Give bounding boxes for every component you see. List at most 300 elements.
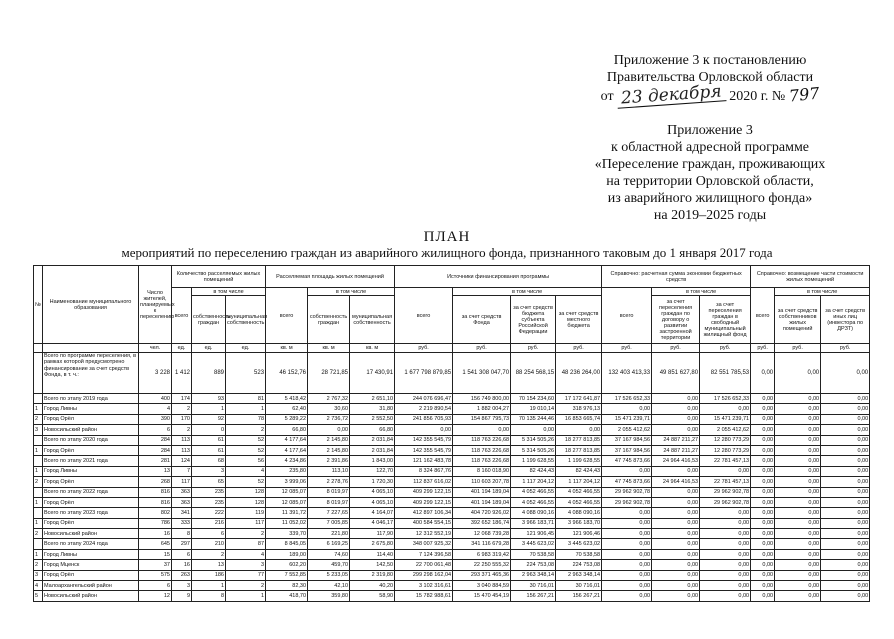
value-cell: 0,00 — [775, 466, 821, 476]
value-cell: 128 — [226, 497, 266, 507]
value-cell: 0,00 — [602, 539, 652, 549]
value-cell: 0,00 — [775, 539, 821, 549]
table-total-row — [34, 508, 870, 518]
value-cell: 189,00 — [266, 549, 308, 559]
col-header-local: за счет средств местного бюджета — [556, 296, 602, 344]
municipality-name: Всего по этапу 2021 года — [43, 456, 139, 466]
value-cell: 221,80 — [308, 529, 350, 539]
value-cell: 122,70 — [350, 466, 395, 476]
municipality-name: Город Орёл — [43, 497, 139, 507]
value-cell: 0,00 — [775, 560, 821, 570]
value-cell: 0,00 — [821, 539, 870, 549]
table-row — [34, 591, 870, 601]
value-cell: 121 906,45 — [511, 529, 556, 539]
value-cell: 49 851 627,80 — [652, 353, 700, 394]
value-cell: 0,00 — [652, 591, 700, 601]
value-cell: 0,00 — [775, 435, 821, 445]
value-cell: 6 — [172, 549, 192, 559]
municipality-name: Город Мценск — [43, 560, 139, 570]
value-cell: 0,00 — [751, 394, 775, 404]
value-cell: 281 — [139, 456, 172, 466]
unit-cell: руб. — [652, 344, 700, 353]
value-cell: 8 — [192, 591, 226, 601]
col-group-rooms: Количество расселяемых жилых помещений — [172, 266, 266, 288]
value-cell: 128 — [226, 487, 266, 497]
value-cell: 31,80 — [350, 404, 395, 414]
value-cell: 15 — [139, 549, 172, 559]
value-cell: 0,00 — [700, 518, 751, 528]
row-number: 1 — [34, 549, 43, 559]
value-cell: 0,00 — [700, 549, 751, 559]
value-cell: 124 — [172, 456, 192, 466]
value-cell: 22 250 555,32 — [453, 560, 511, 570]
unit-cell: руб. — [453, 344, 511, 353]
value-cell: 2 963 348,14 — [556, 570, 602, 580]
value-cell: 2 219 890,54 — [395, 404, 453, 414]
value-cell: 1 541 308 047,70 — [453, 353, 511, 394]
value-cell: 2 055 412,62 — [602, 425, 652, 435]
unit-cell: руб. — [751, 344, 775, 353]
value-cell: 0,00 — [775, 414, 821, 424]
value-cell: 0,00 — [775, 404, 821, 414]
value-cell: 348 007 925,32 — [395, 539, 453, 549]
value-cell: 52 — [226, 477, 266, 487]
value-cell: 9 — [172, 591, 192, 601]
value-cell: 154 867 795,73 — [453, 414, 511, 424]
value-cell: 8 019,97 — [308, 497, 350, 507]
row-number: 2 — [34, 477, 43, 487]
value-cell: 112 837 616,02 — [395, 477, 453, 487]
value-cell: 12 312 552,19 — [395, 529, 453, 539]
value-cell: 2 278,76 — [308, 477, 350, 487]
value-cell: 29 962 902,78 — [700, 487, 751, 497]
value-cell: 93 — [192, 394, 226, 404]
table-body — [34, 344, 870, 602]
value-cell: 7 005,85 — [308, 518, 350, 528]
value-cell: 0,00 — [751, 529, 775, 539]
value-cell: 119 — [226, 508, 266, 518]
row-number — [34, 508, 43, 518]
value-cell: 142 355 545,79 — [395, 435, 453, 445]
value-cell: 58,90 — [350, 591, 395, 601]
value-cell: 37 167 984,56 — [602, 445, 652, 455]
appendix-line-1: Приложение 3 — [667, 123, 753, 138]
value-cell: 0,00 — [700, 581, 751, 591]
value-cell: 12 085,07 — [266, 497, 308, 507]
value-cell: 0,00 — [821, 581, 870, 591]
value-cell: 8 160 018,90 — [453, 466, 511, 476]
value-cell: 1 — [226, 404, 266, 414]
value-cell: 113 — [172, 445, 192, 455]
table-total-row — [34, 456, 870, 466]
value-cell: 284 — [139, 435, 172, 445]
appendix-line-3: «Переселение граждан, проживающих — [594, 157, 826, 172]
table-row — [34, 477, 870, 487]
value-cell: 216 — [192, 518, 226, 528]
table-row — [34, 466, 870, 476]
value-cell: 6 — [139, 425, 172, 435]
value-cell: 16 853 665,74 — [556, 414, 602, 424]
value-cell: 1 843,00 — [350, 456, 395, 466]
value-cell: 816 — [139, 497, 172, 507]
value-cell: 82 551 785,53 — [700, 353, 751, 394]
value-cell: 1 882 004,27 — [453, 404, 511, 414]
value-cell: 0,00 — [751, 477, 775, 487]
value-cell: 224 753,08 — [556, 560, 602, 570]
value-cell: 121 906,46 — [556, 529, 602, 539]
value-cell: 0,00 — [775, 549, 821, 559]
col-header-owned-citizens: собственность граждан — [192, 296, 226, 344]
value-cell: 17 430,91 — [350, 353, 395, 394]
value-cell: 8 324 867,76 — [395, 466, 453, 476]
value-cell: 70 538,58 — [556, 549, 602, 559]
row-number — [34, 539, 43, 549]
value-cell: 29 962 902,78 — [602, 487, 652, 497]
value-cell: 0,00 — [602, 549, 652, 559]
value-cell: 42,10 — [308, 581, 350, 591]
value-cell: 4 065,10 — [350, 487, 395, 497]
value-cell: 341 — [172, 508, 192, 518]
value-cell: 0,00 — [308, 425, 350, 435]
value-cell: 37 — [139, 560, 172, 570]
value-cell: 8 — [172, 529, 192, 539]
value-cell: 15 471 239,71 — [602, 414, 652, 424]
value-cell: 4 — [226, 466, 266, 476]
value-cell: 142 355 545,79 — [395, 445, 453, 455]
value-cell: 7 227,65 — [308, 508, 350, 518]
col-header-savings-total: всего — [602, 288, 652, 344]
municipality-name: Новосильский район — [43, 529, 139, 539]
value-cell: 0,00 — [821, 466, 870, 476]
value-cell: 0,00 — [751, 539, 775, 549]
value-cell: 0,00 — [700, 404, 751, 414]
value-cell: 12 085,07 — [266, 487, 308, 497]
table-row — [34, 529, 870, 539]
value-cell: 15 471 239,71 — [700, 414, 751, 424]
value-cell: 30 716,01 — [556, 581, 602, 591]
value-cell: 3 966 183,71 — [511, 518, 556, 528]
value-cell: 0,00 — [775, 581, 821, 591]
value-cell: 0,00 — [652, 497, 700, 507]
value-cell: 121 162 483,78 — [395, 456, 453, 466]
appendix-header — [560, 122, 860, 224]
value-cell: 0,00 — [821, 508, 870, 518]
row-number: 3 — [34, 425, 43, 435]
value-cell: 0,00 — [511, 425, 556, 435]
value-cell: 2 055 412,62 — [700, 425, 751, 435]
col-header-ref-owners: за счет средств собственников жилых помещений — [775, 296, 821, 344]
value-cell: 333 — [172, 518, 192, 528]
municipality-name: Город Орёл — [43, 445, 139, 455]
value-cell: 4 052 466,55 — [511, 487, 556, 497]
value-cell: 0,00 — [700, 591, 751, 601]
value-cell: 5 314 505,26 — [511, 435, 556, 445]
value-cell: 0,00 — [602, 508, 652, 518]
col-header-owned-municipal: муниципальная собственность — [226, 296, 266, 344]
value-cell: 0,00 — [751, 508, 775, 518]
value-cell: 0,00 — [821, 435, 870, 445]
value-cell: 0,00 — [700, 508, 751, 518]
value-cell: 0,00 — [821, 560, 870, 570]
value-cell: 3 228 — [139, 353, 172, 394]
value-cell: 0,00 — [751, 435, 775, 445]
table-total-row — [34, 394, 870, 404]
unit-cell: руб. — [511, 344, 556, 353]
value-cell: 170 — [172, 414, 192, 424]
value-cell: 0,00 — [700, 560, 751, 570]
municipality-name: Город Ливны — [43, 466, 139, 476]
municipality-name: Новосильский район — [43, 591, 139, 601]
col-incl-finance: в том числе — [453, 288, 602, 296]
value-cell: 47 745 873,66 — [602, 456, 652, 466]
value-cell: 0,00 — [602, 518, 652, 528]
value-cell: 0,00 — [395, 425, 453, 435]
value-cell: 70 135 244,46 — [511, 414, 556, 424]
value-cell: 0,00 — [751, 353, 775, 394]
unit-cell: руб. — [602, 344, 652, 353]
value-cell: 459,70 — [308, 560, 350, 570]
value-cell: 12 068 739,28 — [453, 529, 511, 539]
appendix-line-4: на территории Орловской области, — [606, 174, 814, 189]
value-cell: 15 470 454,19 — [453, 591, 511, 601]
value-cell: 0,00 — [751, 456, 775, 466]
unit-cell: кв. м — [308, 344, 350, 353]
col-group-finance: Источники финансирования программы — [395, 266, 602, 288]
value-cell: 48 236 264,00 — [556, 353, 602, 394]
value-cell: 117 — [226, 518, 266, 528]
value-cell: 0,00 — [652, 529, 700, 539]
municipality-name: Город Орёл — [43, 477, 139, 487]
value-cell: 114,40 — [350, 549, 395, 559]
value-cell: 409 299 122,15 — [395, 497, 453, 507]
value-cell: 0,00 — [556, 425, 602, 435]
value-cell: 409 299 122,15 — [395, 487, 453, 497]
table-row — [34, 404, 870, 414]
value-cell: 4 046,17 — [350, 518, 395, 528]
value-cell: 0,00 — [652, 404, 700, 414]
value-cell: 0,00 — [775, 508, 821, 518]
value-cell: 0,00 — [821, 445, 870, 455]
value-cell: 2 145,80 — [308, 445, 350, 455]
col-header-area-total: всего — [266, 288, 308, 344]
value-cell: 1 412 — [172, 353, 192, 394]
value-cell: 28 721,85 — [308, 353, 350, 394]
col-header-regional: за счет средств бюджета субъекта Российской Федерации — [511, 296, 556, 344]
value-cell: 5 289,22 — [266, 414, 308, 424]
value-cell: 3 — [192, 466, 226, 476]
value-cell: 2 — [226, 581, 266, 591]
value-cell: 0,00 — [602, 570, 652, 580]
value-cell: 65 — [192, 477, 226, 487]
value-cell: 6 983 319,42 — [453, 549, 511, 559]
value-cell: 0,00 — [700, 539, 751, 549]
value-cell: 0,00 — [751, 414, 775, 424]
value-cell: 2 552,50 — [350, 414, 395, 424]
value-cell: 0,00 — [775, 445, 821, 455]
col-incl-rooms: в том числе — [192, 288, 266, 296]
value-cell: 88 254 568,15 — [511, 353, 556, 394]
row-number — [34, 353, 43, 394]
col-incl-savings: в том числе — [652, 288, 751, 296]
municipality-name: Город Ливны — [43, 549, 139, 559]
value-cell: 3 102 316,61 — [395, 581, 453, 591]
table-row — [34, 518, 870, 528]
value-cell: 268 — [139, 477, 172, 487]
municipality-name: Малоархангельский район — [43, 581, 139, 591]
col-header-savings-free: за счет переселения граждан в свободный муниципальный жилищный фонд — [700, 296, 751, 344]
value-cell: 523 — [226, 353, 266, 394]
unit-cell: ед. — [192, 344, 226, 353]
value-cell: 3 966 183,70 — [556, 518, 602, 528]
value-cell: 0,00 — [775, 456, 821, 466]
value-cell: 244 076 696,47 — [395, 394, 453, 404]
value-cell: 0,00 — [775, 497, 821, 507]
value-cell: 61 — [192, 435, 226, 445]
value-cell: 0,00 — [821, 456, 870, 466]
value-cell: 889 — [192, 353, 226, 394]
value-cell: 2 651,10 — [350, 394, 395, 404]
value-cell: 0,00 — [652, 414, 700, 424]
value-cell: 47 745 873,66 — [602, 477, 652, 487]
value-cell: 284 — [139, 445, 172, 455]
value-cell: 4 164,07 — [350, 508, 395, 518]
value-cell: 22 781 457,13 — [700, 456, 751, 466]
value-cell: 0,00 — [751, 570, 775, 580]
value-cell: 0,00 — [751, 518, 775, 528]
value-cell: 5 418,42 — [266, 394, 308, 404]
value-cell: 0,00 — [751, 549, 775, 559]
unit-cell: кв. м — [266, 344, 308, 353]
value-cell: 82 424,43 — [556, 466, 602, 476]
col-header-area-citizens: собственность граждан — [308, 296, 350, 344]
table-row — [34, 425, 870, 435]
value-cell: 174 — [172, 394, 192, 404]
col-header-area-municipal: муниципальная собственность — [350, 296, 395, 344]
value-cell: 0,00 — [775, 353, 821, 394]
unit-cell: ед. — [172, 344, 192, 353]
handwritten-number: 797 — [787, 83, 821, 106]
value-cell: 0,00 — [751, 404, 775, 414]
value-cell: 0 — [192, 425, 226, 435]
value-cell: 0,00 — [652, 466, 700, 476]
value-cell: 359,80 — [308, 591, 350, 601]
value-cell: 11 391,72 — [266, 508, 308, 518]
value-cell: 46 152,76 — [266, 353, 308, 394]
value-cell: 81 — [226, 394, 266, 404]
resettlement-plan-table — [33, 265, 870, 602]
value-cell: 118 763 226,68 — [453, 456, 511, 466]
col-group-area: Расселяемая площадь жилых помещений — [266, 266, 395, 288]
value-cell: 341 116 679,28 — [453, 539, 511, 549]
municipality-name: Город Орёл — [43, 414, 139, 424]
value-cell: 22 781 457,13 — [700, 477, 751, 487]
value-cell: 0,00 — [821, 518, 870, 528]
table-row — [34, 549, 870, 559]
value-cell: 56 — [226, 456, 266, 466]
units-row — [34, 344, 870, 353]
col-header-rooms-total: всего — [172, 288, 192, 344]
value-cell: 37 167 984,56 — [602, 435, 652, 445]
value-cell: 224 753,08 — [511, 560, 556, 570]
value-cell: 4 177,64 — [266, 435, 308, 445]
value-cell: 0,00 — [821, 570, 870, 580]
value-cell: 29 962 902,78 — [700, 497, 751, 507]
value-cell: 4 — [139, 404, 172, 414]
value-cell: 645 — [139, 539, 172, 549]
value-cell: 3 999,06 — [266, 477, 308, 487]
value-cell: 2 — [192, 549, 226, 559]
municipality-name: Всего по этапу 2022 года — [43, 487, 139, 497]
value-cell: 19 010,14 — [511, 404, 556, 414]
row-number: 1 — [34, 466, 43, 476]
value-cell: 0,00 — [652, 518, 700, 528]
value-cell: 210 — [192, 539, 226, 549]
row-number: 1 — [34, 497, 43, 507]
value-cell: 12 — [139, 591, 172, 601]
value-cell: 602,20 — [266, 560, 308, 570]
value-cell: 3 445 623,02 — [511, 539, 556, 549]
municipality-name: Город Орёл — [43, 518, 139, 528]
value-cell: 7 552,85 — [266, 570, 308, 580]
value-cell: 0,00 — [652, 549, 700, 559]
unit-cell: ед. — [226, 344, 266, 353]
value-cell: 0,00 — [821, 529, 870, 539]
value-cell: 8 019,97 — [308, 487, 350, 497]
value-cell: 1 — [226, 591, 266, 601]
value-cell: 235,80 — [266, 466, 308, 476]
row-number — [34, 394, 43, 404]
col-header-savings-contract: за счет переселения граждан по договору о развитии застроенной территории — [652, 296, 700, 344]
value-cell: 22 700 061,48 — [395, 560, 453, 570]
row-number: 1 — [34, 518, 43, 528]
value-cell: 0,00 — [775, 477, 821, 487]
value-cell: 92 — [192, 414, 226, 424]
value-cell: 5 314 505,26 — [511, 445, 556, 455]
value-cell: 113 — [172, 435, 192, 445]
value-cell: 0,00 — [821, 425, 870, 435]
value-cell: 0,00 — [652, 394, 700, 404]
municipality-name: Всего по этапу 2019 года — [43, 394, 139, 404]
row-number: 2 — [34, 529, 43, 539]
value-cell: 2 — [172, 425, 192, 435]
value-cell: 78 — [226, 414, 266, 424]
value-cell: 0,00 — [775, 518, 821, 528]
value-cell: 2 736,72 — [308, 414, 350, 424]
municipality-name: Город Ливны — [43, 404, 139, 414]
value-cell: 1 — [192, 404, 226, 414]
value-cell: 363 — [172, 487, 192, 497]
plan-subtitle: мероприятий по переселению граждан из аварийного жилищного фонда, признанного таковым до 1 января 2017 года — [121, 245, 773, 260]
col-header-fund: за счет средств Фонда — [453, 296, 511, 344]
value-cell: 6 — [139, 581, 172, 591]
value-cell: 16 — [172, 560, 192, 570]
value-cell: 77 — [226, 570, 266, 580]
value-cell: 4 177,64 — [266, 445, 308, 455]
col-header-ref-other: за счет средств иных лиц (инвестора по ДРЗТ) — [821, 296, 870, 344]
value-cell: 318 976,13 — [556, 404, 602, 414]
value-cell: 1 199 628,55 — [511, 456, 556, 466]
value-cell: 0,00 — [652, 560, 700, 570]
value-cell: 4 — [226, 549, 266, 559]
value-cell: 70 538,58 — [511, 549, 556, 559]
value-cell: 7 124 396,58 — [395, 549, 453, 559]
value-cell: 117,90 — [350, 529, 395, 539]
value-cell: 0,00 — [821, 414, 870, 424]
value-cell: 0,00 — [821, 497, 870, 507]
value-cell: 11 052,02 — [266, 518, 308, 528]
value-cell: 17 172 641,87 — [556, 394, 602, 404]
resolution-line-1: Приложение 3 к постановлению — [613, 53, 807, 68]
